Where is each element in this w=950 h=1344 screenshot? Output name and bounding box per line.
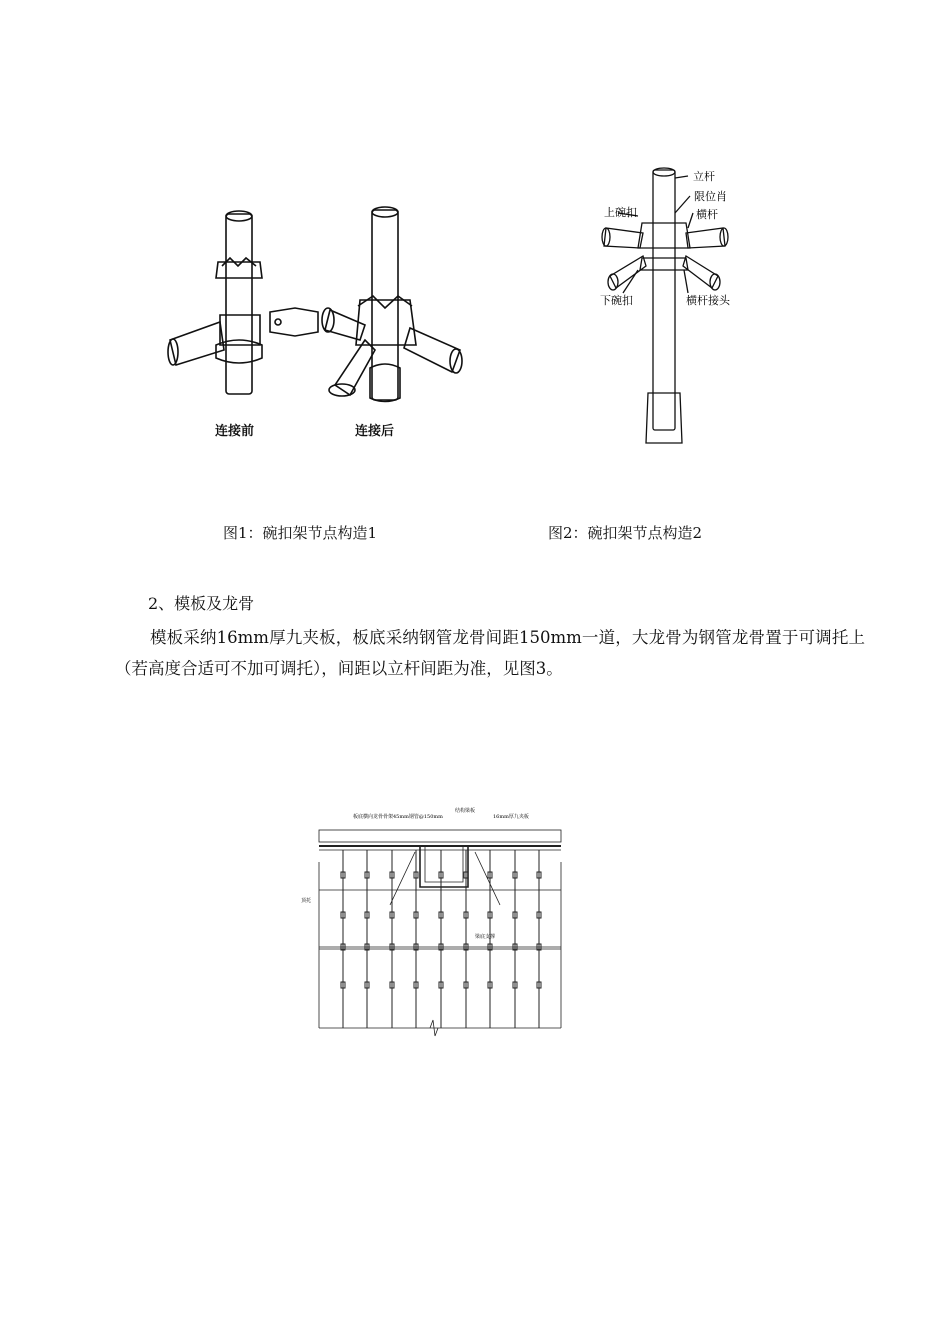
label-before-connection: 连接前 [215, 424, 255, 439]
label-after-connection: 连接后 [355, 424, 395, 439]
label-lower-bowl: 下碗扣 [600, 294, 633, 307]
figure-1-caption: 图1：碗扣架节点构造1 [223, 524, 378, 542]
figure-2-illustration [598, 158, 778, 448]
figure-1-illustration [160, 200, 470, 450]
label-limit-pin: 限位肖 [694, 190, 727, 203]
section-paragraph: 模板采纳16mm厚九夹板，板底采纳钢管龙骨间距150mm一道，大龙骨为钢管龙骨置于可调托上（若高度合适可不加可调托），间距以立杆间距为准，见图3。 [115, 628, 865, 678]
label-crossbar-joint: 横杆接头 [686, 294, 730, 307]
section-heading: 2、模板及龙骨 [148, 594, 255, 613]
figure-2-caption: 图2：碗扣架节点构造2 [548, 524, 703, 542]
label-bottom-middle: 梁底支撑 [475, 934, 496, 940]
label-left: 顶托 [301, 898, 312, 904]
label-crossbar: 横杆 [696, 208, 718, 221]
label-top-right: 16mm厚九夹板 [493, 814, 529, 820]
label-upper-bowl: 上碗扣 [604, 206, 637, 219]
label-top-left: 板底横向龙骨骨架45mm钢管@150mm [353, 814, 443, 820]
figure-3-drawing [295, 800, 585, 1040]
label-upright: 立杆 [693, 170, 715, 183]
label-top-middle: 结构梁板 [455, 808, 476, 814]
